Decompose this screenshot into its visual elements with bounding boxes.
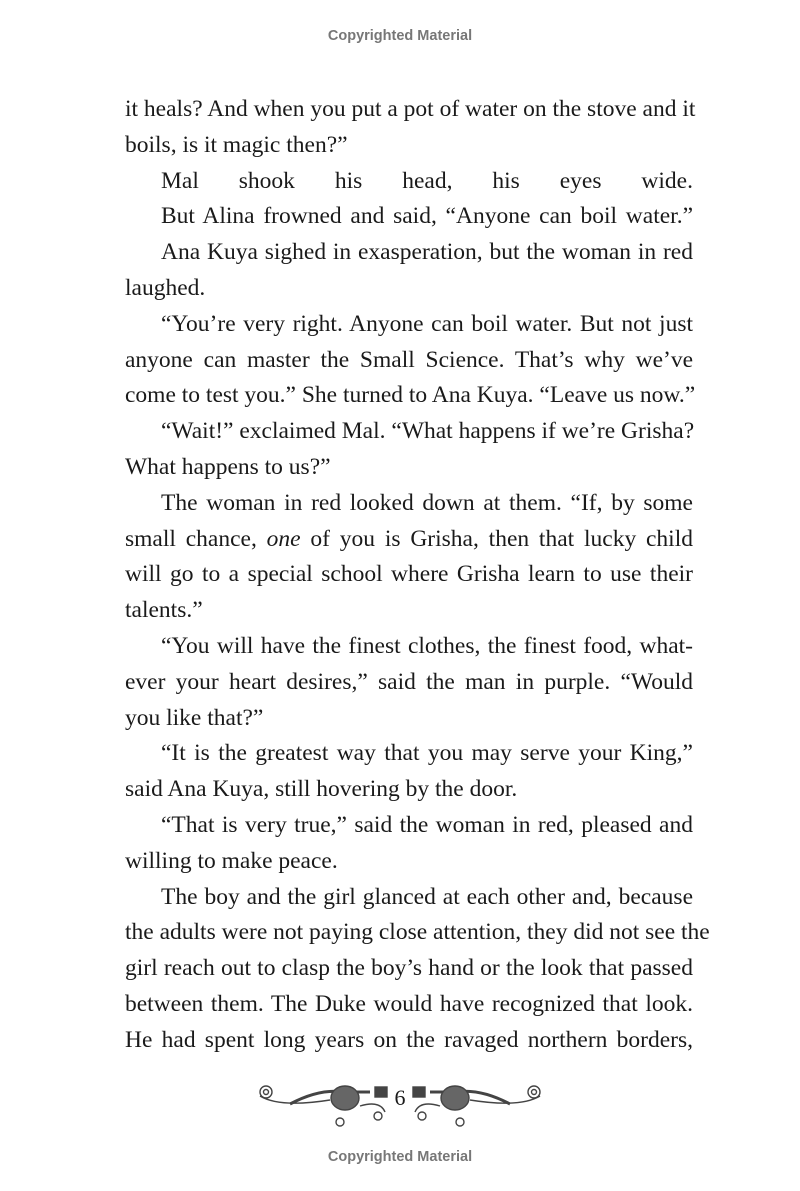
italic-text: one xyxy=(266,525,301,552)
text-line: Mal shook his head, his eyes wide. xyxy=(161,167,693,194)
copyright-watermark-bottom: Copyrighted Material xyxy=(327,1149,473,1165)
text-line: will go to a special school where Grisha learn to use their xyxy=(125,561,693,588)
text-line: you like that?” xyxy=(125,704,264,731)
text-line: talents.” xyxy=(125,597,203,624)
text-line: “It is the greatest way that you may serve your King,” xyxy=(161,740,693,767)
text-line: laughed. xyxy=(125,274,206,301)
page-number: 6 xyxy=(394,1085,406,1110)
ornament-left-icon xyxy=(260,1086,387,1126)
text-line: willing to make peace. xyxy=(125,847,338,874)
ornament-right-icon xyxy=(413,1086,540,1126)
text-line: between them. The Duke would have recognized that look. xyxy=(125,990,693,1017)
text-line: it heals? And when you put a pot of water on the stove and it xyxy=(125,96,696,122)
text-line: “That is very true,” said the woman in red, pleased and xyxy=(161,811,693,838)
text-line: the adults were not paying close attention, they did not see the xyxy=(125,919,710,946)
text-line: The woman in red looked down at them. “If, by some xyxy=(161,489,693,516)
text-line: boils, is it magic then?” xyxy=(125,131,348,158)
text-line: girl reach out to clasp the boy’s hand or the look that passed xyxy=(125,955,693,982)
copyright-watermark-top: Copyrighted Material xyxy=(327,28,473,44)
body-text xyxy=(125,92,710,1059)
text-line: He had spent long years on the ravaged northern borders, xyxy=(125,1026,693,1053)
text-line xyxy=(125,522,693,558)
text-line: “You’re very right. Anyone can boil water. But not just xyxy=(161,310,693,337)
text-segment: of you is Grisha, then that lucky child xyxy=(300,525,693,552)
text-line: “Wait!” exclaimed Mal. “What happens if we’re Grisha? xyxy=(161,418,695,445)
text-line: ever your heart desires,” said the man in purple. “Would xyxy=(125,668,693,695)
text-line: come to test you.” She turned to Ana Kuya. “Leave us now.” xyxy=(125,382,696,409)
text-line: What happens to us?” xyxy=(125,453,331,480)
text-line: The boy and the girl glanced at each other and, because xyxy=(161,883,693,910)
text-line: But Alina frowned and said, “Anyone can boil water.” xyxy=(161,203,693,230)
text-segment: small chance, xyxy=(125,525,267,552)
text-line: Ana Kuya sighed in exasperation, but the woman in red xyxy=(161,239,693,266)
text-line: anyone can master the Small Science. That’s why we’ve xyxy=(125,346,693,373)
text-line: said Ana Kuya, still hovering by the door. xyxy=(125,776,518,803)
text-line: “You will have the finest clothes, the finest food, what- xyxy=(161,632,693,659)
